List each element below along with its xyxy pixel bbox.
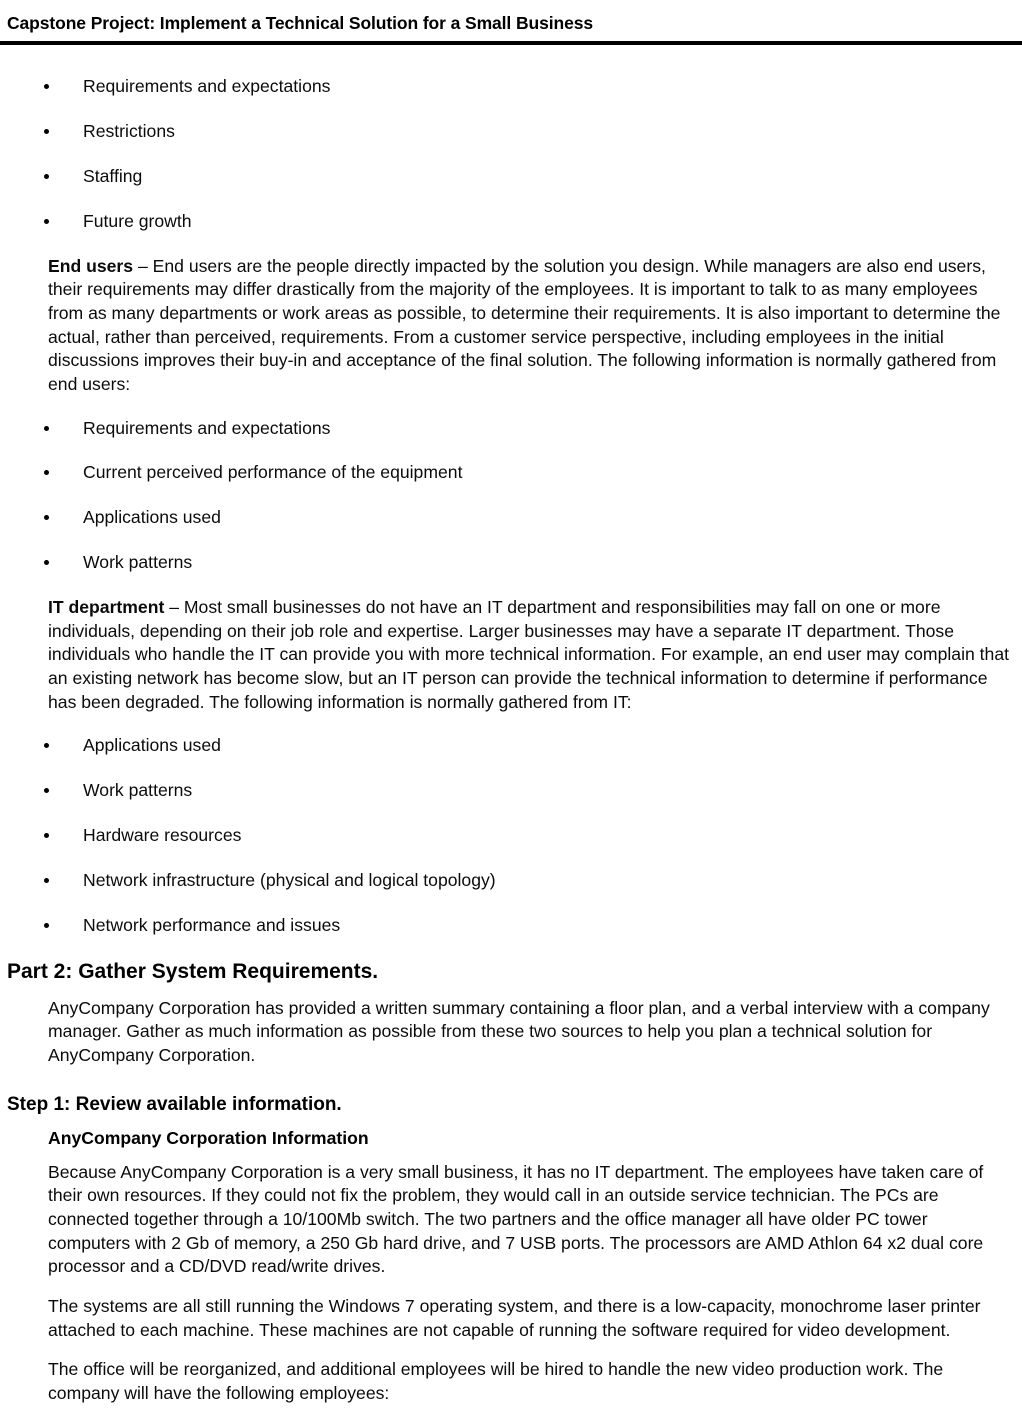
list-item-label: Applications used	[83, 735, 221, 756]
list-item	[7, 417, 1012, 440]
part-2-intro-paragraph: AnyCompany Corporation has provided a written summary containing a floor plan, and a verbal interview with a company manager. Gather as much information as possible from these two sources to help you plan a technical solution for AnyCompany Corporation.	[48, 997, 990, 1066]
end-users-body: End users are the people directly impacted by the solution you design. While managers are also end users, their requirements may differ drastically from the majority of the employees. It is important to talk to as many employees from as many departments or work areas as possible, to determine their requirements. It is also important to determine the actual, rather than perceived, requirements. From a customer service perspective, including employees in the initial discussions improves their buy-in and acceptance of the final solution. The following information is normally gathered from end users:	[48, 255, 1001, 394]
list-item	[7, 506, 1012, 529]
list-item	[7, 869, 1012, 892]
document-header	[0, 0, 1022, 33]
list-item	[7, 165, 1012, 188]
list-item	[7, 461, 1012, 484]
gap	[7, 403, 1012, 417]
it-information-list	[7, 734, 1012, 936]
list-item	[7, 734, 1012, 757]
top-spacer	[7, 45, 1012, 75]
anycompany-paragraph-2: The systems are all still running the Windows 7 operating system, and there is a low-capacity, monochrome laser printer attached to each machine. These machines are not capable of running the software required for video development.	[48, 1295, 981, 1340]
page-title: Capstone Project: Implement a Technical Solution for a Small Business	[7, 13, 593, 33]
list-item	[7, 75, 1012, 98]
list-item	[7, 551, 1012, 574]
it-department-dash: –	[164, 596, 184, 617]
it-department-paragraph	[7, 596, 1012, 714]
end-users-lead-in: End users	[48, 255, 134, 276]
gap	[7, 1285, 1012, 1295]
anycompany-paragraph-3: The office will be reorganized, and additional employees will be hired to handle the new video production work. The company will have the following employees:	[48, 1359, 944, 1403]
end-user-information-list	[7, 417, 1012, 574]
list-item-label: Network performance and issues	[83, 914, 341, 935]
list-item	[7, 210, 1012, 233]
anycompany-paragraph-1: Because AnyCompany Corporation is a very small business, it has no IT department. The employees have taken care of their own resources. If they could not fix the problem, they would call in an outside service technician. The PCs are connected together through a 10/100Mb switch. The two partners and the office manager all have older PC tower computers with 2 Gb of memory, a 250 Gb hard drive, and 7 USB ports. The processors are AMD Athlon 64 x2 dual core processor and a CD/DVD read/write drives.	[48, 1161, 984, 1277]
list-item-label: Network infrastructure (physical and logical topology)	[83, 869, 496, 890]
list-item-label: Applications used	[83, 507, 221, 528]
anycompany-information-subheading: AnyCompany Corporation Information	[48, 1128, 369, 1149]
gap	[7, 1348, 1012, 1358]
list-item-label: Requirements and expectations	[83, 417, 331, 438]
list-item	[7, 914, 1012, 937]
list-item-label: Work patterns	[83, 552, 193, 573]
list-item-label: Hardware resources	[83, 824, 242, 845]
end-users-dash: –	[133, 255, 153, 276]
end-users-paragraph	[7, 255, 1012, 397]
list-item-label: Restrictions	[83, 120, 175, 141]
it-department-body: Most small businesses do not have an IT department and responsibilities may fall on one or more individuals, depending on their job role and expertise. Larger businesses may have a separate IT department. Those individuals who handle the IT can provide you with more technical information. For example, an end user may complain that an existing network has become slow, but an IT person can provide the technical information to determine if performance has been degraded. The following information is normally gathered from IT:	[48, 596, 1009, 712]
list-item-label: Work patterns	[83, 780, 193, 801]
list-item	[7, 779, 1012, 802]
it-department-lead-in: IT department	[48, 596, 165, 617]
list-item-label: Future growth	[83, 210, 192, 231]
list-item	[7, 120, 1012, 143]
list-item-label: Requirements and expectations	[83, 76, 331, 97]
list-item-label: Staffing	[83, 165, 143, 186]
part-2-heading: Part 2: Gather System Requirements.	[7, 959, 379, 983]
list-item-label: Current perceived performance of the equipment	[83, 462, 463, 483]
manager-requirements-list	[7, 75, 1012, 232]
list-item	[7, 824, 1012, 847]
document-body	[0, 45, 1022, 1405]
gap	[7, 720, 1012, 734]
step-1-heading: Step 1: Review available information.	[7, 1093, 342, 1115]
